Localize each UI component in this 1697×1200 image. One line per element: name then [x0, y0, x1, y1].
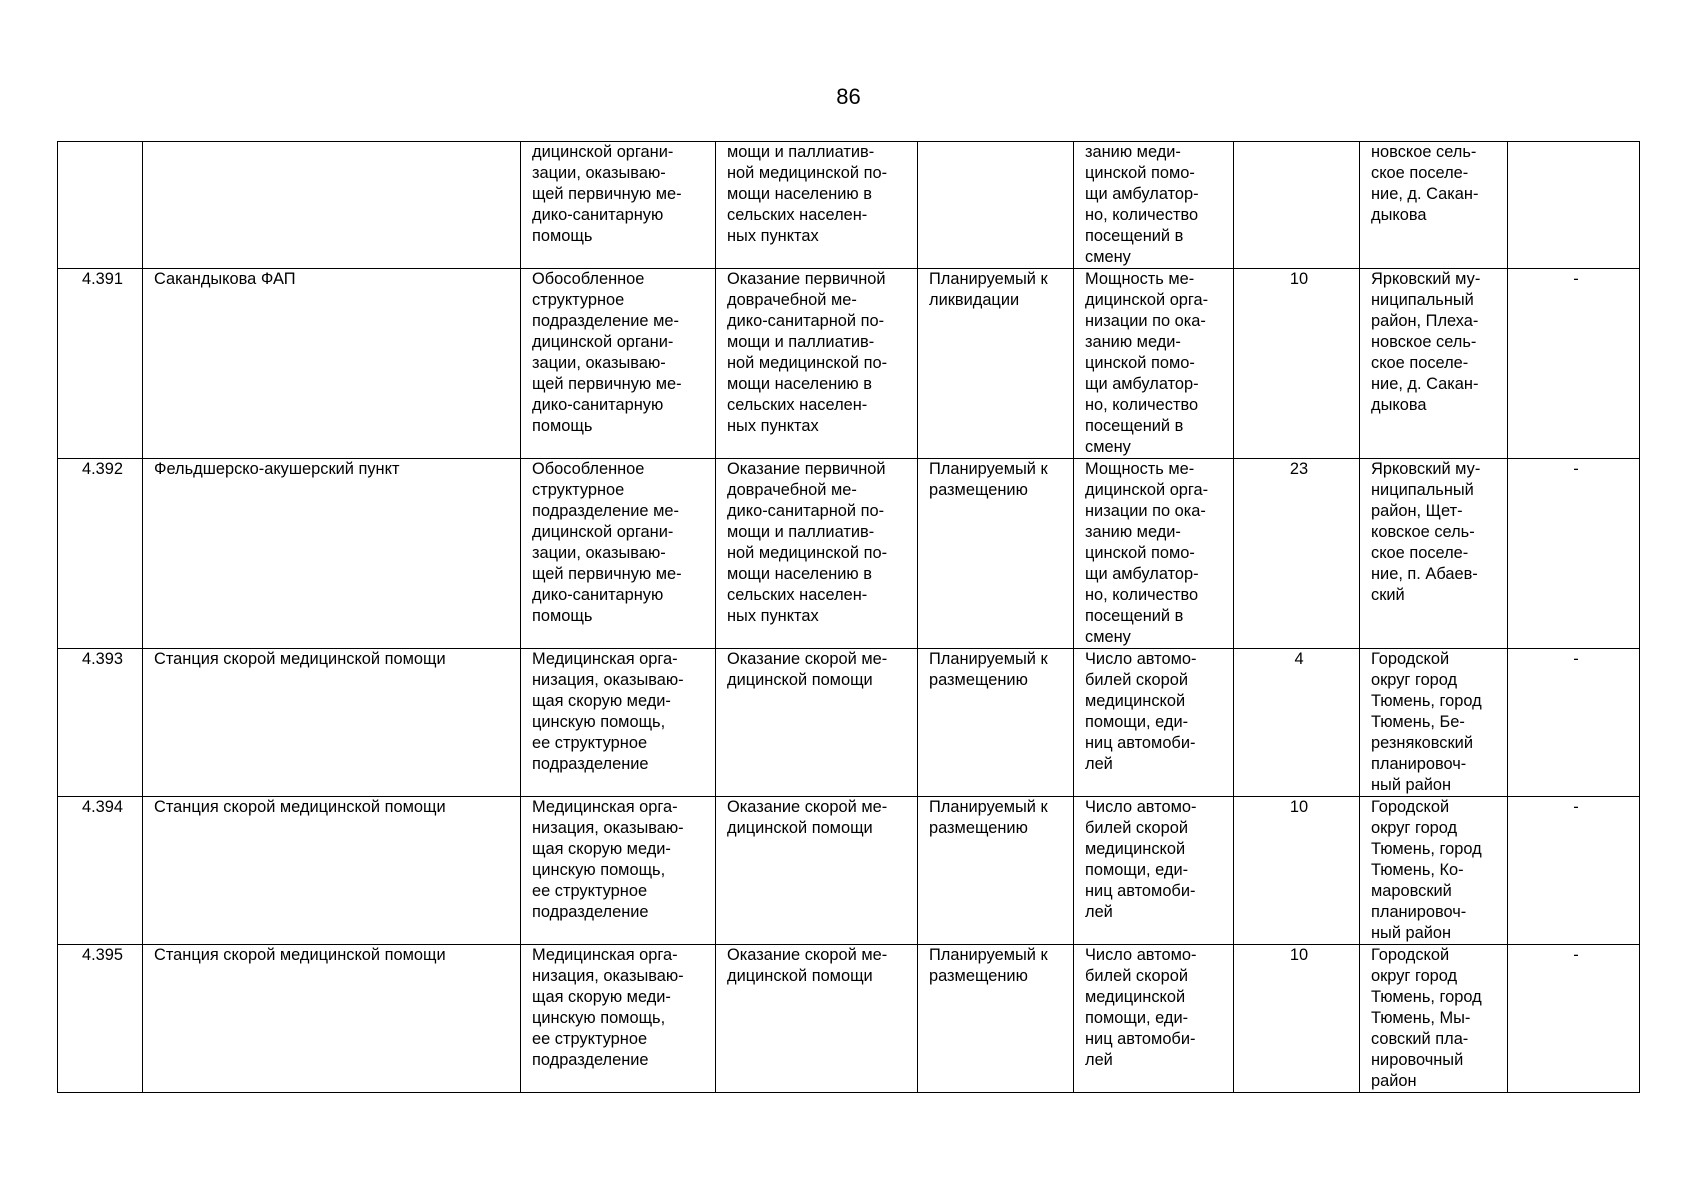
cell-characteristic: Число автомо- билей скорой медицинской помощи, еди- ниц автомоби- лей — [1074, 649, 1234, 797]
cell-value — [1234, 142, 1360, 269]
cell-value: 23 — [1234, 459, 1360, 649]
cell-name: Станция скорой медицинской помощи — [143, 649, 521, 797]
cell-characteristic: Число автомо- билей скорой медицинской помощи, еди- ниц автомоби- лей — [1074, 945, 1234, 1093]
cell-value: 10 — [1234, 269, 1360, 459]
cell-type: Медицинская орга- низация, оказываю- щая скорую меди- цинскую помощь, ее структурное подразделение — [521, 649, 716, 797]
table-row — [58, 269, 1640, 459]
cell-name — [143, 142, 521, 269]
table-row — [58, 459, 1640, 649]
cell-type: дицинской органи- зации, оказываю- щей первичную ме- дико-санитарную помощь — [521, 142, 716, 269]
table-row — [58, 649, 1640, 797]
cell-number — [58, 142, 143, 269]
cell-purpose: Оказание скорой ме- дицинской помощи — [716, 649, 918, 797]
cell-value: 4 — [1234, 649, 1360, 797]
cell-purpose: Оказание первичной доврачебной ме- дико-санитарной по- мощи и паллиатив- ной медицинской по- мощи населению в сельских населен- ных пунктах — [716, 459, 918, 649]
cell-zone: - — [1508, 945, 1640, 1093]
cell-zone: - — [1508, 459, 1640, 649]
cell-name: Сакандыкова ФАП — [143, 269, 521, 459]
cell-location: Ярковский му- ниципальный район, Щет- ковское сель- ское поселе- ние, п. Абаев- ский — [1360, 459, 1508, 649]
table-row — [58, 945, 1640, 1093]
cell-location: Городской округ город Тюмень, город Тюмень, Бе- резняковский планировоч- ный район — [1360, 649, 1508, 797]
cell-characteristic: Мощность ме- дицинской орга- низации по ока- занию меди- цинской помо- щи амбулатор- но, количество посещений в смену — [1074, 459, 1234, 649]
cell-name: Станция скорой медицинской помощи — [143, 945, 521, 1093]
cell-status: Планируемый к размещению — [918, 797, 1074, 945]
cell-number: 4.393 — [58, 649, 143, 797]
cell-characteristic: Мощность ме- дицинской орга- низации по ока- занию меди- цинской помо- щи амбулатор- но, количество посещений в смену — [1074, 269, 1234, 459]
cell-name: Станция скорой медицинской помощи — [143, 797, 521, 945]
cell-number: 4.395 — [58, 945, 143, 1093]
cell-status: Планируемый к размещению — [918, 945, 1074, 1093]
cell-purpose: мощи и паллиатив- ной медицинской по- мощи населению в сельских населен- ных пунктах — [716, 142, 918, 269]
cell-location: Городской округ город Тюмень, город Тюмень, Мы- совский пла- нировочный район — [1360, 945, 1508, 1093]
cell-type: Медицинская орга- низация, оказываю- щая скорую меди- цинскую помощь, ее структурное подразделение — [521, 945, 716, 1093]
cell-zone: - — [1508, 269, 1640, 459]
table-row — [58, 797, 1640, 945]
cell-value: 10 — [1234, 797, 1360, 945]
cell-purpose: Оказание скорой ме- дицинской помощи — [716, 797, 918, 945]
page-number: 86 — [836, 84, 861, 109]
cell-zone: - — [1508, 797, 1640, 945]
cell-characteristic: Число автомо- билей скорой медицинской помощи, еди- ниц автомоби- лей — [1074, 797, 1234, 945]
cell-name: Фельдшерско-акушерский пункт — [143, 459, 521, 649]
cell-status — [918, 142, 1074, 269]
facilities-table — [57, 141, 1640, 1093]
cell-type: Обособленное структурное подразделение ме- дицинской органи- зации, оказываю- щей первичную ме- дико-санитарную помощь — [521, 459, 716, 649]
cell-zone: - — [1508, 649, 1640, 797]
cell-number: 4.391 — [58, 269, 143, 459]
cell-value: 10 — [1234, 945, 1360, 1093]
cell-location: Ярковский му- ниципальный район, Плеха- новское сель- ское поселе- ние, д. Сакан- дыкова — [1360, 269, 1508, 459]
cell-purpose: Оказание первичной доврачебной ме- дико-санитарной по- мощи и паллиатив- ной медицинской по- мощи населению в сельских населен- ных пунктах — [716, 269, 918, 459]
cell-zone — [1508, 142, 1640, 269]
cell-number: 4.394 — [58, 797, 143, 945]
cell-type: Медицинская орга- низация, оказываю- щая скорую меди- цинскую помощь, ее структурное подразделение — [521, 797, 716, 945]
cell-characteristic: занию меди- цинской помо- щи амбулатор- но, количество посещений в смену — [1074, 142, 1234, 269]
cell-location: Городской округ город Тюмень, город Тюмень, Ко- маровский планировоч- ный район — [1360, 797, 1508, 945]
cell-type: Обособленное структурное подразделение ме- дицинской органи- зации, оказываю- щей первичную ме- дико-санитарную помощь — [521, 269, 716, 459]
cell-purpose: Оказание скорой ме- дицинской помощи — [716, 945, 918, 1093]
table-row — [58, 142, 1640, 269]
cell-location: новское сель- ское поселе- ние, д. Сакан- дыкова — [1360, 142, 1508, 269]
cell-status: Планируемый к ликвидации — [918, 269, 1074, 459]
cell-number: 4.392 — [58, 459, 143, 649]
cell-status: Планируемый к размещению — [918, 649, 1074, 797]
cell-status: Планируемый к размещению — [918, 459, 1074, 649]
